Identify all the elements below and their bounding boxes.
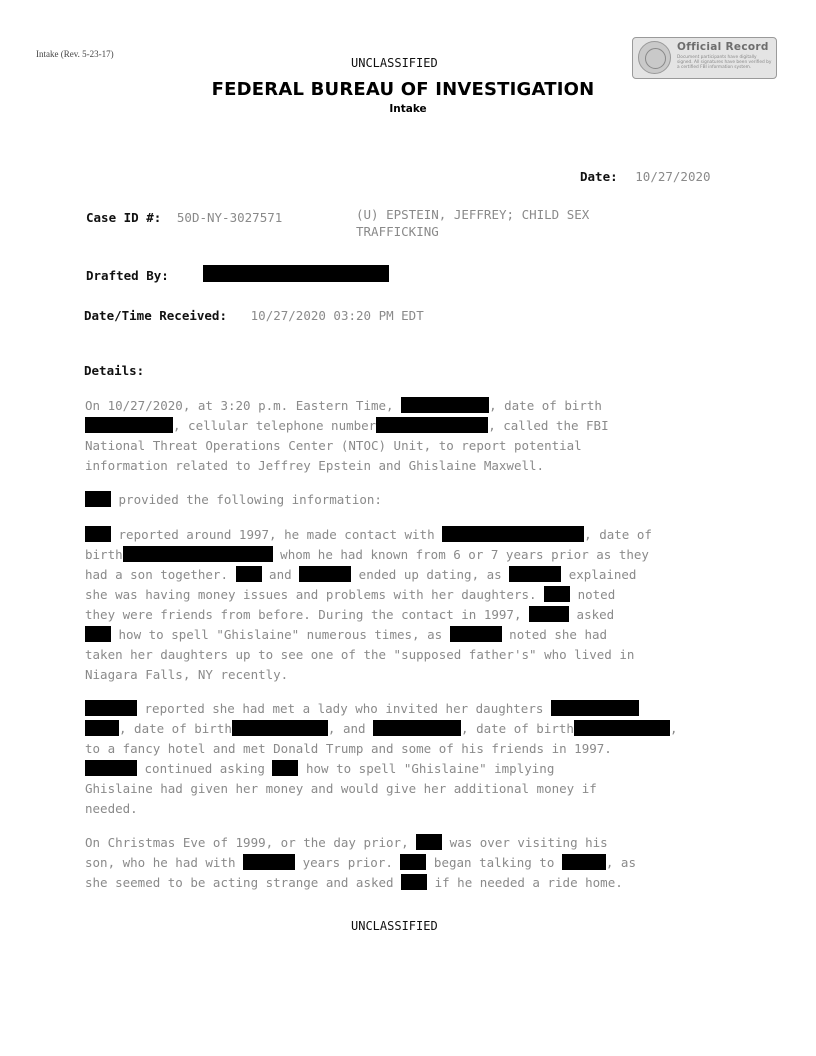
redaction-block (416, 834, 442, 850)
redaction-block (376, 417, 488, 433)
case-id-value: 50D-NY-3027571 (176, 210, 283, 225)
details-label: Details: (84, 363, 145, 378)
case-id-label: Case ID #: (86, 210, 162, 225)
redaction-block (85, 700, 137, 716)
text-segment: needed. (85, 801, 138, 816)
redaction-block (85, 526, 111, 542)
redaction-block (373, 720, 461, 736)
paragraph-1 (85, 396, 745, 476)
text-line (85, 416, 745, 436)
text-line (85, 436, 745, 456)
text-line (85, 565, 745, 585)
paragraph-2 (85, 490, 745, 510)
text-segment: taken her daughters up to see one of the "supposed father's" who lived in (85, 647, 635, 662)
text-segment: , called the FBI (488, 418, 609, 433)
redaction-block (544, 586, 570, 602)
text-line (85, 625, 745, 645)
paragraph-4 (85, 699, 745, 819)
text-line (85, 665, 745, 685)
text-segment: ended up dating, as (351, 567, 510, 582)
text-line (85, 719, 745, 739)
text-segment: , date of birth (119, 721, 232, 736)
text-segment: how to spell "Ghislaine" implying (298, 761, 555, 776)
redaction-block (123, 546, 273, 562)
text-line (85, 739, 745, 759)
text-segment: , date of birth (461, 721, 574, 736)
redaction-block (562, 854, 606, 870)
paragraph-5 (85, 833, 745, 893)
text-line (85, 545, 745, 565)
official-record-stamp (632, 37, 777, 79)
received-row (84, 305, 424, 324)
fbi-seal-icon (638, 41, 671, 74)
text-line (85, 853, 745, 873)
date-label: Date: (580, 169, 618, 184)
date-value: 10/27/2020 (635, 169, 711, 184)
text-segment: , as (605, 855, 636, 870)
text-line (85, 779, 745, 799)
redaction-block (85, 417, 173, 433)
text-segment: son, who he had with (85, 855, 244, 870)
text-line (85, 396, 745, 416)
case-id-row (86, 207, 282, 226)
text-segment: , date of (584, 527, 652, 542)
redaction-block (509, 566, 561, 582)
case-title-line-2: TRAFFICKING (356, 224, 439, 239)
text-segment: Ghislaine had given her money and would give her additional money if (85, 781, 597, 796)
text-line (85, 525, 745, 545)
text-segment: was over visiting his (442, 835, 608, 850)
redaction-block (85, 491, 111, 507)
text-line (85, 605, 745, 625)
classification-header: UNCLASSIFIED (351, 56, 438, 70)
text-segment: if he needed a ride home. (427, 875, 623, 890)
stamp-title: Official Record (677, 41, 769, 53)
drafted-by-label: Drafted By: (86, 268, 169, 283)
form-subtitle: Intake (389, 103, 427, 115)
text-segment: reported she had met a lady who invited her daughters (137, 701, 551, 716)
text-segment: they were friends from before. During the contact in 1997, (85, 607, 530, 622)
text-segment: Niagara Falls, NY recently. (85, 667, 289, 682)
text-line (85, 833, 745, 853)
text-segment: noted she had (501, 627, 608, 642)
received-label: Date/Time Received: (84, 308, 227, 323)
text-segment: she seemed to be acting strange and asked (85, 875, 402, 890)
case-title-line-1: (U) EPSTEIN, JEFFREY; CHILD SEX (356, 207, 590, 222)
redaction-block (85, 760, 137, 776)
text-segment: continued asking (137, 761, 273, 776)
text-segment: whom he had known from 6 or 7 years prior as they (272, 547, 649, 562)
text-segment: and (261, 567, 300, 582)
text-segment: to a fancy hotel and met Donald Trump and some of his friends in 1997. (85, 741, 612, 756)
redaction-block (203, 265, 389, 282)
text-segment: began talking to (426, 855, 562, 870)
classification-footer: UNCLASSIFIED (351, 919, 438, 933)
redaction-block (243, 854, 295, 870)
agency-title: FEDERAL BUREAU OF INVESTIGATION (211, 79, 595, 100)
text-line (85, 585, 745, 605)
received-value: 10/27/2020 03:20 PM EDT (250, 308, 424, 323)
redaction-block (400, 854, 426, 870)
text-segment: On 10/27/2020, at 3:20 p.m. Eastern Time, (85, 398, 402, 413)
text-line (85, 873, 745, 893)
text-segment: provided the following information: (111, 492, 382, 507)
text-segment: , (669, 721, 678, 736)
redaction-block (85, 626, 111, 642)
redaction-block (442, 526, 584, 542)
redaction-block (236, 566, 262, 582)
redaction-block (232, 720, 328, 736)
text-segment: noted (570, 587, 616, 602)
text-line (85, 799, 745, 819)
text-line (85, 490, 745, 510)
stamp-text: Document participants have digitally signed. All signatures have been verified by a certified FBI information system. (677, 55, 772, 70)
text-segment: information related to Jeffrey Epstein and Ghislaine Maxwell. (85, 458, 545, 473)
text-segment: , cellular telephone number (173, 418, 377, 433)
form-revision-label: Intake (Rev. 5-23-17) (36, 49, 114, 59)
redaction-block (529, 606, 569, 622)
drafted-by-row (86, 265, 169, 284)
text-segment: , and (327, 721, 374, 736)
text-segment: asked (569, 607, 615, 622)
redaction-block (299, 566, 351, 582)
text-line (85, 699, 745, 719)
text-segment: National Threat Operations Center (NTOC) Unit, to report potential (85, 438, 582, 453)
text-segment: explained (561, 567, 637, 582)
redaction-block (401, 397, 489, 413)
text-segment: On Christmas Eve of 1999, or the day prior, (85, 835, 417, 850)
redaction-block (551, 700, 639, 716)
text-segment: she was having money issues and problems with her daughters. (85, 587, 545, 602)
text-line (85, 645, 745, 665)
text-segment: had a son together. (85, 567, 236, 582)
text-segment: how to spell "Ghislaine" numerous times, as (111, 627, 450, 642)
paragraph-3 (85, 525, 745, 685)
text-segment: , date of birth (489, 398, 602, 413)
redaction-block (272, 760, 298, 776)
redaction-block (85, 720, 119, 736)
redaction-block (574, 720, 670, 736)
date-row (580, 166, 711, 185)
redaction-block (450, 626, 502, 642)
text-segment: years prior. (295, 855, 401, 870)
text-line (85, 759, 745, 779)
text-segment: reported around 1997, he made contact with (111, 527, 443, 542)
redaction-block (401, 874, 427, 890)
text-line (85, 456, 745, 476)
text-segment: birth (85, 547, 123, 562)
